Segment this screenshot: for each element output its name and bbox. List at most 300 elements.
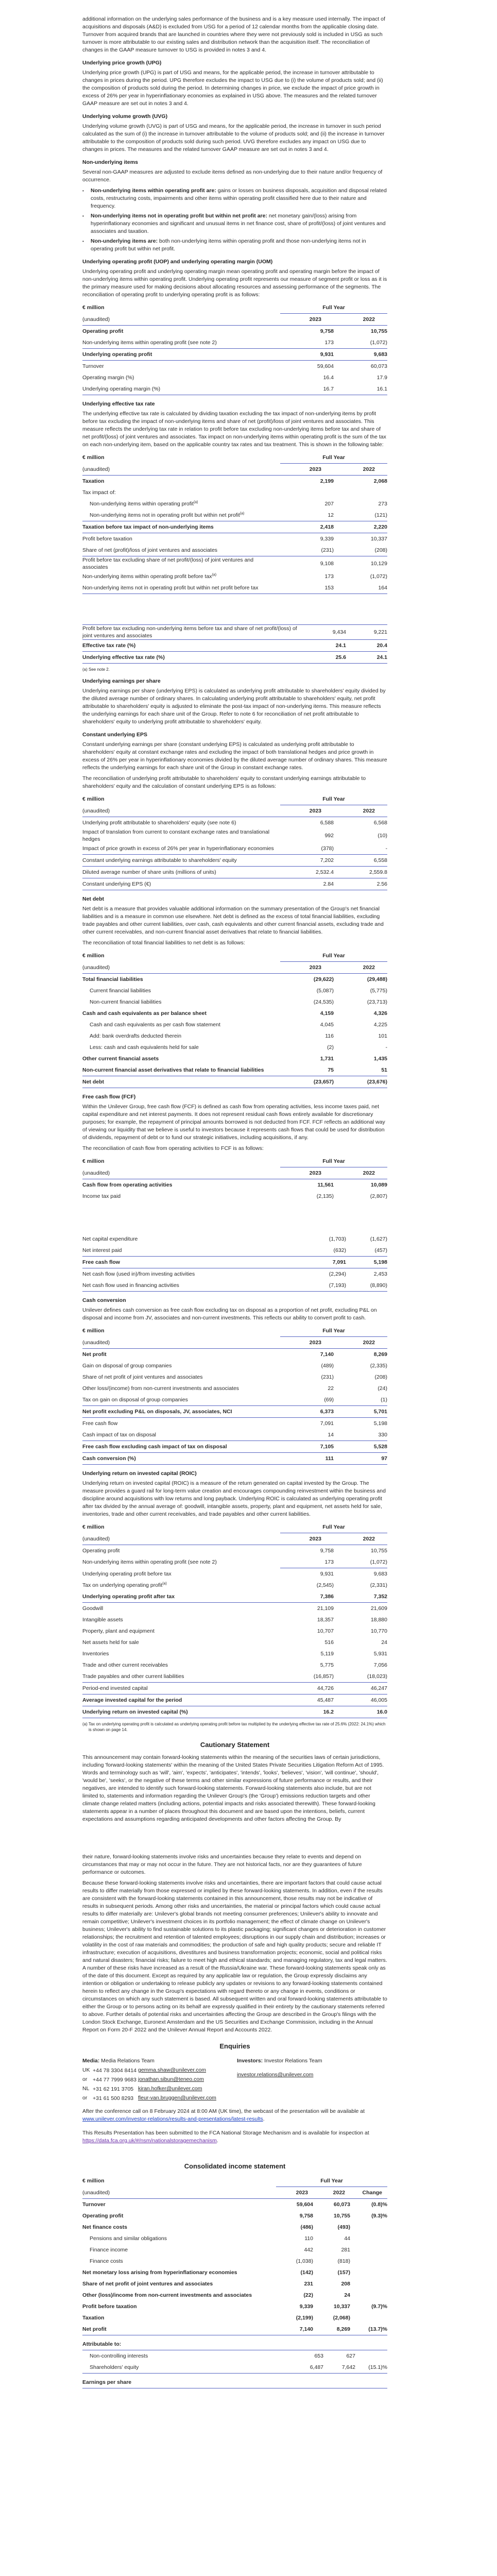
table-row [82, 571, 387, 582]
row-value: (486) [300, 2224, 313, 2230]
row-value: 7,352 [373, 1594, 387, 1600]
enquiries-contacts [82, 2057, 387, 2104]
table-row [82, 1568, 387, 1580]
row-label-text: Underlying operating margin (%) [82, 386, 161, 392]
row-label-text: Cash and cash equivalents as per balance sheet [82, 1010, 207, 1016]
bullet-text: net monetary gain/(loss) arising from hyperinflationary economies and significant and unusual items in net finance cost, share of profit/(loss) of joint ventures and associates and taxation. [91, 213, 386, 234]
row-value: 8,269 [373, 1351, 387, 1358]
body-paragraph: The reconciliation of cash flow from operating activities to FCF is as follows: [82, 1145, 264, 1151]
row-label [82, 487, 280, 498]
column-header: 2022 [313, 2187, 350, 2199]
table-row [82, 510, 387, 521]
row-value: 10,755 [333, 2213, 350, 2219]
row-value: 273 [378, 501, 387, 507]
table-row [82, 2233, 387, 2244]
table-row [82, 1371, 387, 1383]
row-label [82, 828, 280, 843]
row-label-text: Current financial liabilities [90, 988, 151, 994]
row-value: 6,487 [310, 2364, 323, 2370]
fca-text: This Results Presentation has been submitted to the FCA National Storage Mechanism and is available for inspection at [82, 2130, 369, 2136]
table-row [82, 1349, 387, 1361]
row-label [82, 1556, 280, 1568]
table-row [82, 361, 387, 372]
row-value: (5,087) [316, 988, 334, 994]
table-header-row [82, 1156, 387, 1167]
row-label-text: Free cash flow excluding cash impact of tax on disposal [82, 1444, 227, 1450]
row-label [82, 2312, 276, 2324]
row-label-text: Share of net profit of joint ventures and associates [82, 1374, 203, 1380]
row-label-text: Diluted average number of share units (millions of units) [82, 869, 216, 875]
row-label-text: Net profit [82, 1351, 107, 1358]
row-value [350, 2222, 387, 2233]
row-value: (157) [337, 2269, 350, 2276]
table-header-row [82, 2175, 387, 2187]
table-row [82, 1591, 387, 1603]
row-value: 2,532.4 [280, 867, 334, 878]
row-label [82, 2301, 276, 2312]
row-label [82, 326, 280, 337]
non-gaap-measures-section [82, 15, 387, 594]
row-value: 10,755 [370, 1548, 387, 1554]
row-value: 281 [341, 2247, 350, 2253]
row-label-text: Taxation before tax impact of non-underlying items [82, 524, 214, 530]
table-row [82, 556, 387, 571]
row-label-text: Other loss/(income) from non-current investments and associates [82, 1385, 239, 1392]
table-row [82, 1441, 387, 1453]
footnote-marker: (a) [162, 1582, 167, 1586]
period-group-label: Full Year [280, 1156, 387, 1167]
contact-row [82, 2076, 237, 2083]
row-label-text: Non-underlying items within operating profit (see note 2) [82, 1559, 217, 1566]
column-header: 2023 [280, 1167, 334, 1179]
row-value: 75 [328, 1067, 334, 1073]
row-label-text: Share of net (profit)/loss of joint ventures and associates [82, 547, 218, 553]
row-value: 59,604 [296, 2201, 313, 2208]
contact-email-link[interactable]: jonathan.sibun@teneo.com [138, 2076, 204, 2082]
row-value: 18,880 [370, 1617, 387, 1623]
row-label [82, 2278, 276, 2290]
unit-label: € million [82, 953, 105, 959]
row-label-text: Profit before tax excluding share of net profit/(loss) of joint ventures and associates [82, 557, 254, 570]
row-value: 6,568 [373, 820, 387, 826]
row-label [82, 867, 280, 878]
table-row [82, 1614, 387, 1625]
cautionary-continued-section [82, 1853, 387, 2050]
document-page [82, 0, 387, 2388]
column-header: 2023 [280, 314, 334, 326]
row-value: 9,339 [299, 2303, 313, 2310]
row-label-text: Goodwill [82, 1605, 104, 1612]
financial-table [82, 1521, 387, 1718]
table-row [82, 521, 387, 533]
period-group-label: Full Year [280, 452, 387, 464]
row-label-text: Net assets held for sale [82, 1639, 139, 1646]
footnote-marker: (a) [239, 512, 245, 516]
row-label [82, 1179, 280, 1191]
bullet-list [82, 187, 387, 253]
row-label [82, 1349, 280, 1361]
table-row [82, 867, 387, 878]
table-year-row [82, 2187, 387, 2199]
row-label [82, 1671, 280, 1683]
contact-region: UK [82, 2067, 90, 2073]
row-value: (121) [374, 512, 387, 518]
body-paragraph: The underlying effective tax rate is calculated by dividing taxation excluding the tax impact of non-underlying items by profit before tax excluding the impact of non-underlying items and share of net (profit)/loss of joint ventures and associates. This measure reflects the underlying tax rate in relation to profit before tax excluding non-underlying items before tax and share of net profit/(loss) of joint ventures and associates. Tax impact on non-underlying items within operating profit is the sum of the tax on each non-underlying item, based on the applicable country tax rates and tax treatment. This is shown in the following table: [82, 411, 386, 448]
body-paragraph: Unilever defines cash conversion as free cash flow excluding tax on disposal as a proportion of net profit, excluding P&L on disposal and income from JV, associates and non-current investments. This reflects our ability to convert profit to cash. [82, 1307, 377, 1321]
row-value: 24 [344, 2292, 350, 2298]
section-heading: Free cash flow (FCF) [82, 1094, 136, 1100]
column-header: 2023 [280, 805, 334, 817]
row-label-text: Net profit [82, 2326, 107, 2332]
row-value: 9,931 [280, 349, 334, 361]
table-row [82, 1257, 387, 1268]
table-row [82, 996, 387, 1008]
row-value: 208 [341, 2281, 350, 2287]
media-heading [82, 2057, 237, 2065]
column-header: 2023 [276, 2187, 313, 2199]
row-label-text: Turnover [82, 2201, 106, 2208]
row-value [350, 2256, 387, 2267]
table-row [82, 855, 387, 867]
row-label-text: Cash and cash equivalents as per cash flow statement [90, 1022, 220, 1028]
section-heading: Underlying volume growth (UVG) [82, 113, 168, 120]
webcast-text: After the conference call on 8 February 2024 at 8:00 AM (UK time), the webcast of the presentation will be available at [82, 2108, 365, 2114]
row-label-text: Non-current financial asset derivatives that relate to financial liabilities [82, 1067, 264, 1073]
table-row [82, 545, 387, 556]
contact-email-link[interactable]: gemma.shaw@unilever.com [138, 2067, 207, 2073]
row-value: 9,683 [334, 349, 387, 361]
row-label-text: Underlying profit attributable to shareholders' equity (see note 6) [82, 820, 236, 826]
row-label-text: Non-underlying items within operating profit (see note 2) [82, 340, 217, 346]
row-label-text: Other (loss)/income from non-current investments and associates [82, 2292, 252, 2298]
row-label-text: Taxation [82, 2315, 105, 2321]
row-value: 7,091 [305, 1257, 346, 1268]
row-value: 2,199 [320, 478, 334, 484]
row-value [350, 2278, 387, 2290]
row-label [82, 855, 280, 867]
page-break [82, 597, 387, 623]
row-value [350, 2290, 387, 2301]
row-value: (489) [321, 1363, 334, 1369]
row-value: 2,453 [346, 1268, 387, 1280]
row-value: (24,535) [313, 999, 334, 1005]
table-row [82, 1429, 387, 1441]
row-value: (1) [381, 1397, 387, 1403]
row-label-text: Net interest paid [82, 1247, 122, 1253]
table-row [82, 1191, 387, 1202]
row-value: 2,220 [334, 521, 387, 533]
row-label [82, 974, 280, 986]
column-header: 2022 [334, 805, 387, 817]
row-value: 6,558 [334, 855, 387, 867]
row-value: 24.1 [305, 640, 346, 652]
table-header-row [82, 950, 387, 962]
row-value [350, 2244, 387, 2256]
section-heading: Underlying return on invested capital (ROIC) [82, 1470, 197, 1477]
row-value: 7,091 [280, 1418, 334, 1430]
page-break [82, 1826, 387, 1853]
row-label-text: Operating profit [82, 328, 124, 334]
body-paragraph: Underlying volume growth (UVG) is part of USG and means, for the applicable period, the increase in turnover in such period calculated as the sum of (i) the increase in turnover attributable to the volume of products sold; and (ii) the increase in turnover attributable to the composition of products sold during such period. UVG therefore excludes any impact on USG due to changes in prices. The measures and the related turnover GAAP measure are set out in notes 3 and 4. [82, 123, 385, 152]
unaudited-label: (unaudited) [82, 1167, 280, 1179]
table-row [82, 1671, 387, 1683]
table-row [82, 2324, 387, 2335]
table-row [82, 878, 387, 890]
bullet-text: gains or losses on business disposals, acquisition and disposal related costs, restructuring costs, impairments and other items within operating profit classified here due to their nature and frequency. [91, 188, 387, 209]
contact-row [82, 2066, 237, 2074]
row-value: 111 [280, 1453, 334, 1465]
body-paragraph: additional information on the underlying sales performance of the business and is a key measure used internally. The impact of acquisitions and disposals (A&D) is excluded from USG for a period of 12 calendar months from the applicable closing date. Turnover from acquired brands that are launched in countries where they were not previously sold is included in USG as such turnover is more attributable to our existing sales and distribution network than the acquisition itself. The reconciliation of changes in the GAAP measure turnover to USG is provided in notes 3 and 4. [82, 16, 385, 53]
row-value [280, 487, 334, 498]
row-value [334, 487, 387, 498]
table-header-row [82, 1325, 387, 1337]
row-value: (493) [337, 2224, 350, 2230]
row-value: 7,642 [341, 2364, 355, 2370]
body-paragraph: Net debt is a measure that provides valuable additional information on the summary presentation of the Group's net financial liabilities and is a measure in common use elsewhere. Net debt is defined as the excess of total financial liabilities, excluding trade payables and other current liabilities, over cash, cash equivalents and other current financial assets, excluding trade and other current receivables, and non-current financial asset derivatives that relate to financial liabilities. [82, 906, 384, 935]
row-label [82, 1394, 280, 1406]
row-value: (818) [337, 2258, 350, 2264]
bullet-text: both non-underlying items within operating profit and those non-underlying items not in operating profit but within net profit. [91, 238, 366, 252]
row-value: - [385, 1044, 387, 1050]
row-label-text: Finance costs [90, 2258, 123, 2264]
financial-table [82, 624, 387, 664]
row-label [82, 1429, 280, 1441]
section-heading: Underlying operating profit (UOP) and underlying operating margin (UOM) [82, 259, 273, 265]
row-label [82, 2244, 276, 2256]
row-value: (2,335) [370, 1363, 387, 1369]
table-row [82, 1245, 387, 1257]
row-label-text: Profit before tax excluding non-underlying items before tax and share of net profit/(loss) of joint ventures and associates [82, 625, 297, 639]
row-label [82, 625, 305, 640]
row-label-text: Pensions and similar obligations [90, 2235, 167, 2242]
row-label [82, 1453, 280, 1465]
row-value: 231 [304, 2281, 313, 2287]
webcast-link[interactable]: www.unilever.com/investor-relations/results-and-presentations/latest-results [82, 2116, 263, 2122]
financial-table [82, 2175, 387, 2335]
row-value: 18,357 [317, 1617, 334, 1623]
section-heading: Cash conversion [82, 1297, 126, 1303]
row-label-text: Underlying operating profit after tax [82, 1594, 175, 1600]
row-label [82, 878, 280, 890]
column-header: 2022 [334, 1337, 387, 1349]
row-value: (24) [378, 1385, 387, 1392]
media-team: Media Relations Team [99, 2058, 155, 2064]
investors-label: Investors: [237, 2058, 263, 2064]
row-value: 173 [324, 573, 334, 580]
row-value: 16.1 [376, 386, 387, 392]
column-header: 2023 [280, 962, 334, 974]
row-label-text: Property, plant and equipment [82, 1628, 155, 1634]
period-group-label: Full Year [280, 1325, 387, 1337]
row-value: (15.1)% [368, 2364, 387, 2370]
fca-paragraph [82, 2129, 387, 2145]
row-label [82, 1076, 280, 1088]
page-break [82, 1205, 387, 1232]
row-value: 24.1 [346, 652, 387, 664]
table-header-row [82, 1521, 387, 1533]
row-value: (2,331) [370, 1582, 387, 1588]
row-value: (1,703) [329, 1236, 346, 1242]
row-value: 8,269 [336, 2326, 350, 2332]
row-value: 4,159 [320, 1010, 334, 1016]
row-value: (208) [374, 1374, 387, 1380]
row-label [82, 1614, 280, 1625]
row-value: 60,073 [334, 361, 387, 372]
column-header: 2022 [334, 962, 387, 974]
table-row [82, 2312, 387, 2324]
table-year-row [82, 1167, 387, 1179]
contact-email-link[interactable]: kiran.hofker@unilever.com [138, 2086, 202, 2092]
row-value: 10,707 [317, 1628, 334, 1634]
contact-phone: +44 78 3304 8414 [93, 2067, 136, 2074]
contact-region: or [82, 2076, 88, 2082]
row-value: 11,561 [317, 1182, 334, 1188]
row-label [82, 1257, 305, 1268]
row-label [82, 521, 280, 533]
row-value: 21,109 [280, 1603, 334, 1615]
table-row [82, 1648, 387, 1659]
row-value: (23,676) [334, 1076, 387, 1088]
contact-email-link[interactable]: fleur-van.bruggen@unilever.com [138, 2095, 216, 2101]
row-value: 60,073 [333, 2201, 350, 2208]
body-paragraph: Constant underlying earnings per share (constant underlying EPS) is calculated as underlying profit attributable to shareholders' equity at constant exchange rates and excluding the impact of both translational hedges and price growth in excess of 26% per year in hyperinflationary economies divided by the diluted average number of ordinary shares. This measure reflects the underlying earnings for each share unit of the Group in constant exchange rates. [82, 741, 387, 771]
row-value: 7,386 [320, 1594, 334, 1600]
row-value: (0.8)% [371, 2201, 387, 2208]
table-year-row [82, 464, 387, 476]
table-header-row [82, 302, 387, 314]
row-value: (231) [321, 1374, 334, 1380]
investors-heading [237, 2057, 322, 2065]
row-label [82, 1233, 305, 1245]
fca-link[interactable]: https://data.fca.org.uk/#/nsm/nationalstoragemechanism [82, 2138, 217, 2144]
row-value: (2,545) [316, 1582, 334, 1588]
row-label-text: Free cash flow [82, 1259, 120, 1265]
table-year-row [82, 1337, 387, 1349]
table-row [82, 582, 387, 594]
financial-table [82, 1325, 387, 1465]
row-value: 44 [344, 2235, 350, 2242]
table-row [82, 1076, 387, 1088]
unaudited-label: (unaudited) [82, 1533, 280, 1545]
row-value: 9,108 [280, 556, 334, 571]
row-label [82, 1191, 280, 1202]
row-value: 173 [324, 340, 334, 346]
webcast-paragraph [82, 2108, 387, 2123]
row-value: 627 [323, 2350, 355, 2362]
row-label [82, 349, 280, 361]
footnote-marker: (a) [193, 500, 198, 504]
row-value [350, 2233, 387, 2244]
body-paragraph: This announcement may contain forward-looking statements within the meaning of the securities laws of certain jurisdictions, including 'forward-looking statements' within the meaning of the United States Private Securities Litigation Reform Act of 1995. Words and terminology such as 'will', 'aim', 'expects', 'anticipates', 'intends', 'looks', 'believes', 'vision', 'will continue', 'should', 'would be', 'seeks', or the negative of these terms and other similar expressions of future performance or results, and their negatives, are intended to identify such forward-looking statements. Forward-looking statements also include, but are not limited to, statements and information regarding the Unilever Group's (the 'Group') emissions reduction targets and other climate change related matters (including actions, potential impacts and risks associated therewith). These forward-looking statements appear in a number of places throughout this document and are based upon the intentions, beliefs, current expectations and assumptions regarding anticipated developments and other factors affecting the Group. By [82, 1754, 384, 1822]
row-label-text: Earnings per share [82, 2379, 132, 2385]
row-value: (7,193) [329, 1282, 346, 1289]
table-row [82, 1659, 387, 1671]
table-year-row [82, 805, 387, 817]
column-header: 2022 [334, 314, 387, 326]
row-value [355, 2377, 387, 2388]
section-heading: Underlying price growth (UPG) [82, 60, 162, 66]
row-label-text: Non-underlying items not in operating profit but within net profit [90, 512, 240, 518]
row-value: 442 [304, 2247, 313, 2253]
row-label [82, 1603, 280, 1615]
row-value: 2,559.8 [334, 867, 387, 878]
unit-label: € million [82, 1524, 105, 1531]
row-value: (2,294) [305, 1268, 346, 1280]
unaudited-label: (unaudited) [82, 1337, 280, 1349]
row-label [82, 843, 280, 855]
table-row [82, 326, 387, 337]
row-value: (29,622) [313, 976, 334, 982]
row-value: 5,528 [334, 1441, 387, 1453]
row-label [82, 1625, 280, 1637]
row-value: 9,758 [320, 1548, 334, 1554]
table-row [82, 974, 387, 986]
footnote: (a) Tax on underlying operating profit is calculated as underlying operating profit before tax multiplied by the underlying effective tax rate of 25.6% (2022: 24.1%) which is shown on page 14. [82, 1722, 386, 1732]
financial-table [82, 302, 387, 395]
contact-phone: +31 61 500 8293 [93, 2095, 134, 2102]
contact-phone: +44 77 7999 9683 [93, 2076, 136, 2083]
row-label-text: Tax on gain on disposal of group companies [82, 1397, 188, 1403]
row-value: 110 [304, 2235, 313, 2242]
row-label [82, 652, 305, 664]
investor-email [237, 2071, 322, 2079]
row-value: 20.4 [346, 640, 387, 652]
column-header: 2023 [280, 464, 334, 476]
row-label-text: Cash impact of tax on disposal [82, 1432, 156, 1438]
table-row [82, 1453, 387, 1465]
row-value: 16.0 [334, 1706, 387, 1718]
fca-end: . [216, 2138, 218, 2144]
row-label [82, 476, 280, 487]
row-value: (18,023) [367, 1673, 387, 1680]
row-value: 10,129 [334, 556, 387, 571]
table-row [82, 985, 387, 996]
row-value: 2.56 [334, 878, 387, 890]
row-label [82, 1019, 280, 1030]
row-label [82, 545, 280, 556]
cash-conversion-roic-caution-section [82, 1233, 387, 1823]
section-heading: Net debt [82, 896, 104, 902]
row-label [82, 1683, 280, 1694]
row-value: 7,105 [280, 1441, 334, 1453]
row-value: 14 [328, 1432, 334, 1438]
row-value: 10,770 [370, 1628, 387, 1634]
row-label-text: Shareholders' equity [90, 2364, 139, 2370]
body-paragraph: Underlying price growth (UPG) is part of USG and means, for the applicable period, the increase in turnover attributable to changes in prices during the period. UPG therefore excludes the impact to USG due to (i) the volume of products sold; and (ii) the composition of products sold during the period. In determining changes in price, we exclude the impact of price growth in excess of 26% per year in hyperinflationary economies as explained in USG above. The measures and the related turnover GAAP measure are set out in notes 3 and 4. [82, 70, 383, 107]
table-header-row [82, 452, 387, 464]
table-row [82, 1603, 387, 1615]
table-row [82, 625, 387, 640]
row-label [82, 1418, 280, 1430]
row-value: (23,713) [367, 999, 387, 1005]
row-label-text: Total financial liabilities [82, 976, 143, 982]
table-row [82, 1383, 387, 1394]
row-label [82, 2338, 292, 2350]
table-year-row [82, 962, 387, 974]
contact-region: NL [82, 2086, 90, 2092]
row-label-text: Average invested capital for the period [82, 1697, 182, 1703]
unit-label: € million [82, 2178, 105, 2184]
row-label-text: Non-underlying items not in operating profit but within net profit before tax [82, 585, 259, 591]
row-value: (5,775) [370, 988, 387, 994]
table-row [82, 1233, 387, 1245]
investor-email-link[interactable]: investor.relations@unilever.com [237, 2072, 314, 2078]
row-value: (142) [300, 2269, 313, 2276]
row-label-text: Taxation [82, 478, 105, 484]
row-label [82, 2256, 276, 2267]
row-label [82, 1042, 280, 1053]
row-label-text: Constant underlying EPS (€) [82, 881, 151, 887]
